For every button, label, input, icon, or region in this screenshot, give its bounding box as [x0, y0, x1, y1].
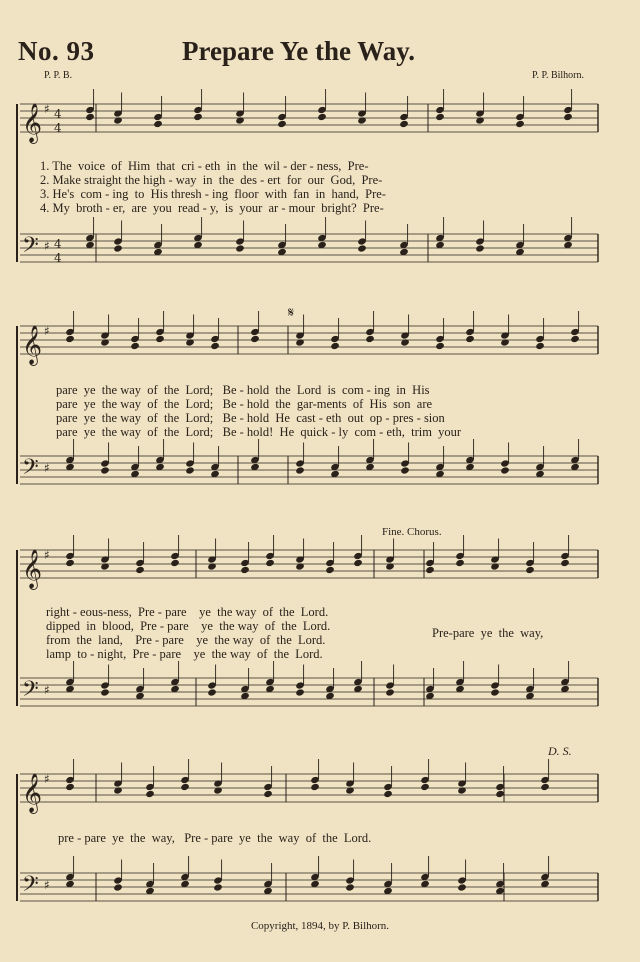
key-sharp-icon: ♯ [44, 239, 50, 253]
treble-note [65, 335, 75, 343]
s2-verse-1: pare ye the way of the Lord; Be - hold the Lord is com - ing in His [56, 383, 430, 397]
treble-note [263, 790, 273, 798]
treble-note [130, 342, 140, 350]
time-signature: 4 [54, 121, 62, 135]
treble-note [455, 559, 465, 567]
treble-note [425, 566, 435, 574]
treble-note [435, 113, 445, 121]
treble-note [399, 120, 409, 128]
treble-note [250, 335, 260, 343]
key-sharp-icon: ♯ [44, 683, 50, 697]
treble-note [495, 790, 505, 798]
bass-clef-icon: 𝄢 [22, 872, 39, 902]
treble-note [193, 113, 203, 121]
time-signature: 4 [54, 251, 62, 265]
bass-note [295, 688, 305, 696]
treble-note [563, 113, 573, 121]
time-signature: 4 [54, 237, 62, 251]
treble-note [400, 338, 410, 346]
ds-mark: D. S. [548, 744, 572, 758]
bass-note [235, 244, 245, 252]
bass-note [113, 883, 123, 891]
treble-note [85, 113, 95, 121]
treble-note [240, 566, 250, 574]
treble-note [113, 116, 123, 124]
hymn-title: Prepare Ye the Way. [182, 36, 415, 66]
bass-note [295, 466, 305, 474]
bass-note [490, 688, 500, 696]
treble-note [465, 335, 475, 343]
treble-note [100, 562, 110, 570]
chorus-lyric: Pre-pare ye the way, [432, 626, 544, 640]
s3-verse-4: lamp to - night, Pre - pare ye the way of the Lord. [46, 647, 323, 661]
s3-verse-3: from the land, Pre - pare ye the way of the Lord. [46, 633, 326, 647]
treble-note [457, 786, 467, 794]
key-sharp-icon: ♯ [44, 102, 50, 116]
s3-verse-1: right - eous-ness, Pre - pare ye the way of the Lord. [46, 605, 329, 619]
s2-verse-2: pare ye the way of the Lord; Be - hold the gar-ments of His son are [56, 397, 433, 411]
bass-note [100, 688, 110, 696]
key-sharp-icon: ♯ [44, 324, 50, 338]
s1-verse-3: 3. He's com - ing to His thresh - ing floor with fan in hand, Pre- [40, 187, 386, 201]
bass-clef-icon: 𝄢 [22, 233, 39, 263]
treble-note [383, 790, 393, 798]
treble-note [295, 562, 305, 570]
treble-note [330, 342, 340, 350]
treble-note [500, 338, 510, 346]
bass-note [500, 466, 510, 474]
bass-note [457, 883, 467, 891]
treble-note [153, 120, 163, 128]
treble-note [317, 113, 327, 121]
treble-note [213, 786, 223, 794]
treble-clef-icon: 𝄞 [22, 325, 43, 365]
words-attribution: P. P. B. [44, 70, 73, 81]
treble-note [210, 342, 220, 350]
bass-note [207, 688, 217, 696]
fine-chorus-mark: Fine. Chorus. [382, 526, 442, 538]
treble-note [435, 342, 445, 350]
treble-note [535, 342, 545, 350]
key-sharp-icon: ♯ [44, 772, 50, 786]
treble-note [540, 783, 550, 791]
bass-note [357, 244, 367, 252]
treble-note [525, 566, 535, 574]
bass-note [345, 883, 355, 891]
key-sharp-icon: ♯ [44, 878, 50, 892]
treble-note [475, 116, 485, 124]
treble-note [420, 783, 430, 791]
copyright-line: Copyright, 1894, by P. Bilhorn. [250, 920, 390, 932]
bass-note [113, 244, 123, 252]
treble-clef-icon: 𝄞 [22, 773, 43, 813]
treble-note [155, 335, 165, 343]
time-signature: 4 [54, 107, 62, 121]
music-attribution: P. P. Bilhorn. [532, 70, 584, 81]
treble-note [490, 562, 500, 570]
bass-note [185, 466, 195, 474]
treble-clef-icon: 𝄞 [22, 549, 43, 589]
treble-note [65, 783, 75, 791]
treble-note [180, 783, 190, 791]
treble-note [325, 566, 335, 574]
treble-note [113, 786, 123, 794]
treble-note [235, 116, 245, 124]
treble-note [145, 790, 155, 798]
key-sharp-icon: ♯ [44, 548, 50, 562]
treble-note [207, 562, 217, 570]
bass-note [100, 466, 110, 474]
treble-note [185, 338, 195, 346]
bass-note [475, 244, 485, 252]
treble-note [365, 335, 375, 343]
treble-note [345, 786, 355, 794]
bass-clef-icon: 𝄢 [22, 677, 39, 707]
s1-verse-1: 1. The voice of Him that cri - eth in the wil - der - ness, Pre- [40, 159, 369, 173]
treble-note [65, 559, 75, 567]
segno-sign: 𝄋 [288, 306, 295, 321]
s3-verse-2: dipped in blood, Pre - pare ye the way of the Lord. [46, 619, 331, 633]
s4-lyric: pre - pare ye the way, Pre - pare ye the way of the Lord. [58, 831, 372, 845]
treble-note [135, 566, 145, 574]
s1-verse-4: 4. My broth - er, are you read - y, is your ar - mour bright? Pre- [40, 201, 384, 215]
treble-note [357, 116, 367, 124]
s2-verse-4: pare ye the way of the Lord; Be - hold! He quick - ly com - eth, trim your [56, 425, 462, 439]
s2-verse-3: pare ye the way of the Lord; Be - hold He cast - eth out op - pres - sion [56, 411, 445, 425]
treble-note [295, 338, 305, 346]
treble-note [560, 559, 570, 567]
key-sharp-icon: ♯ [44, 461, 50, 475]
bass-clef-icon: 𝄢 [22, 455, 39, 485]
treble-clef-icon: 𝄞 [22, 103, 43, 143]
bass-note [385, 688, 395, 696]
treble-note [515, 120, 525, 128]
bass-note [213, 883, 223, 891]
treble-note [310, 783, 320, 791]
treble-note [570, 335, 580, 343]
bass-note [400, 466, 410, 474]
treble-note [100, 338, 110, 346]
hymn-number: No. 93 [18, 36, 95, 66]
treble-note [265, 559, 275, 567]
s1-verse-2: 2. Make straight the high - way in the des - ert for our God, Pre- [40, 173, 383, 187]
treble-note [170, 559, 180, 567]
treble-note [385, 562, 395, 570]
treble-note [277, 120, 287, 128]
treble-note [353, 559, 363, 567]
